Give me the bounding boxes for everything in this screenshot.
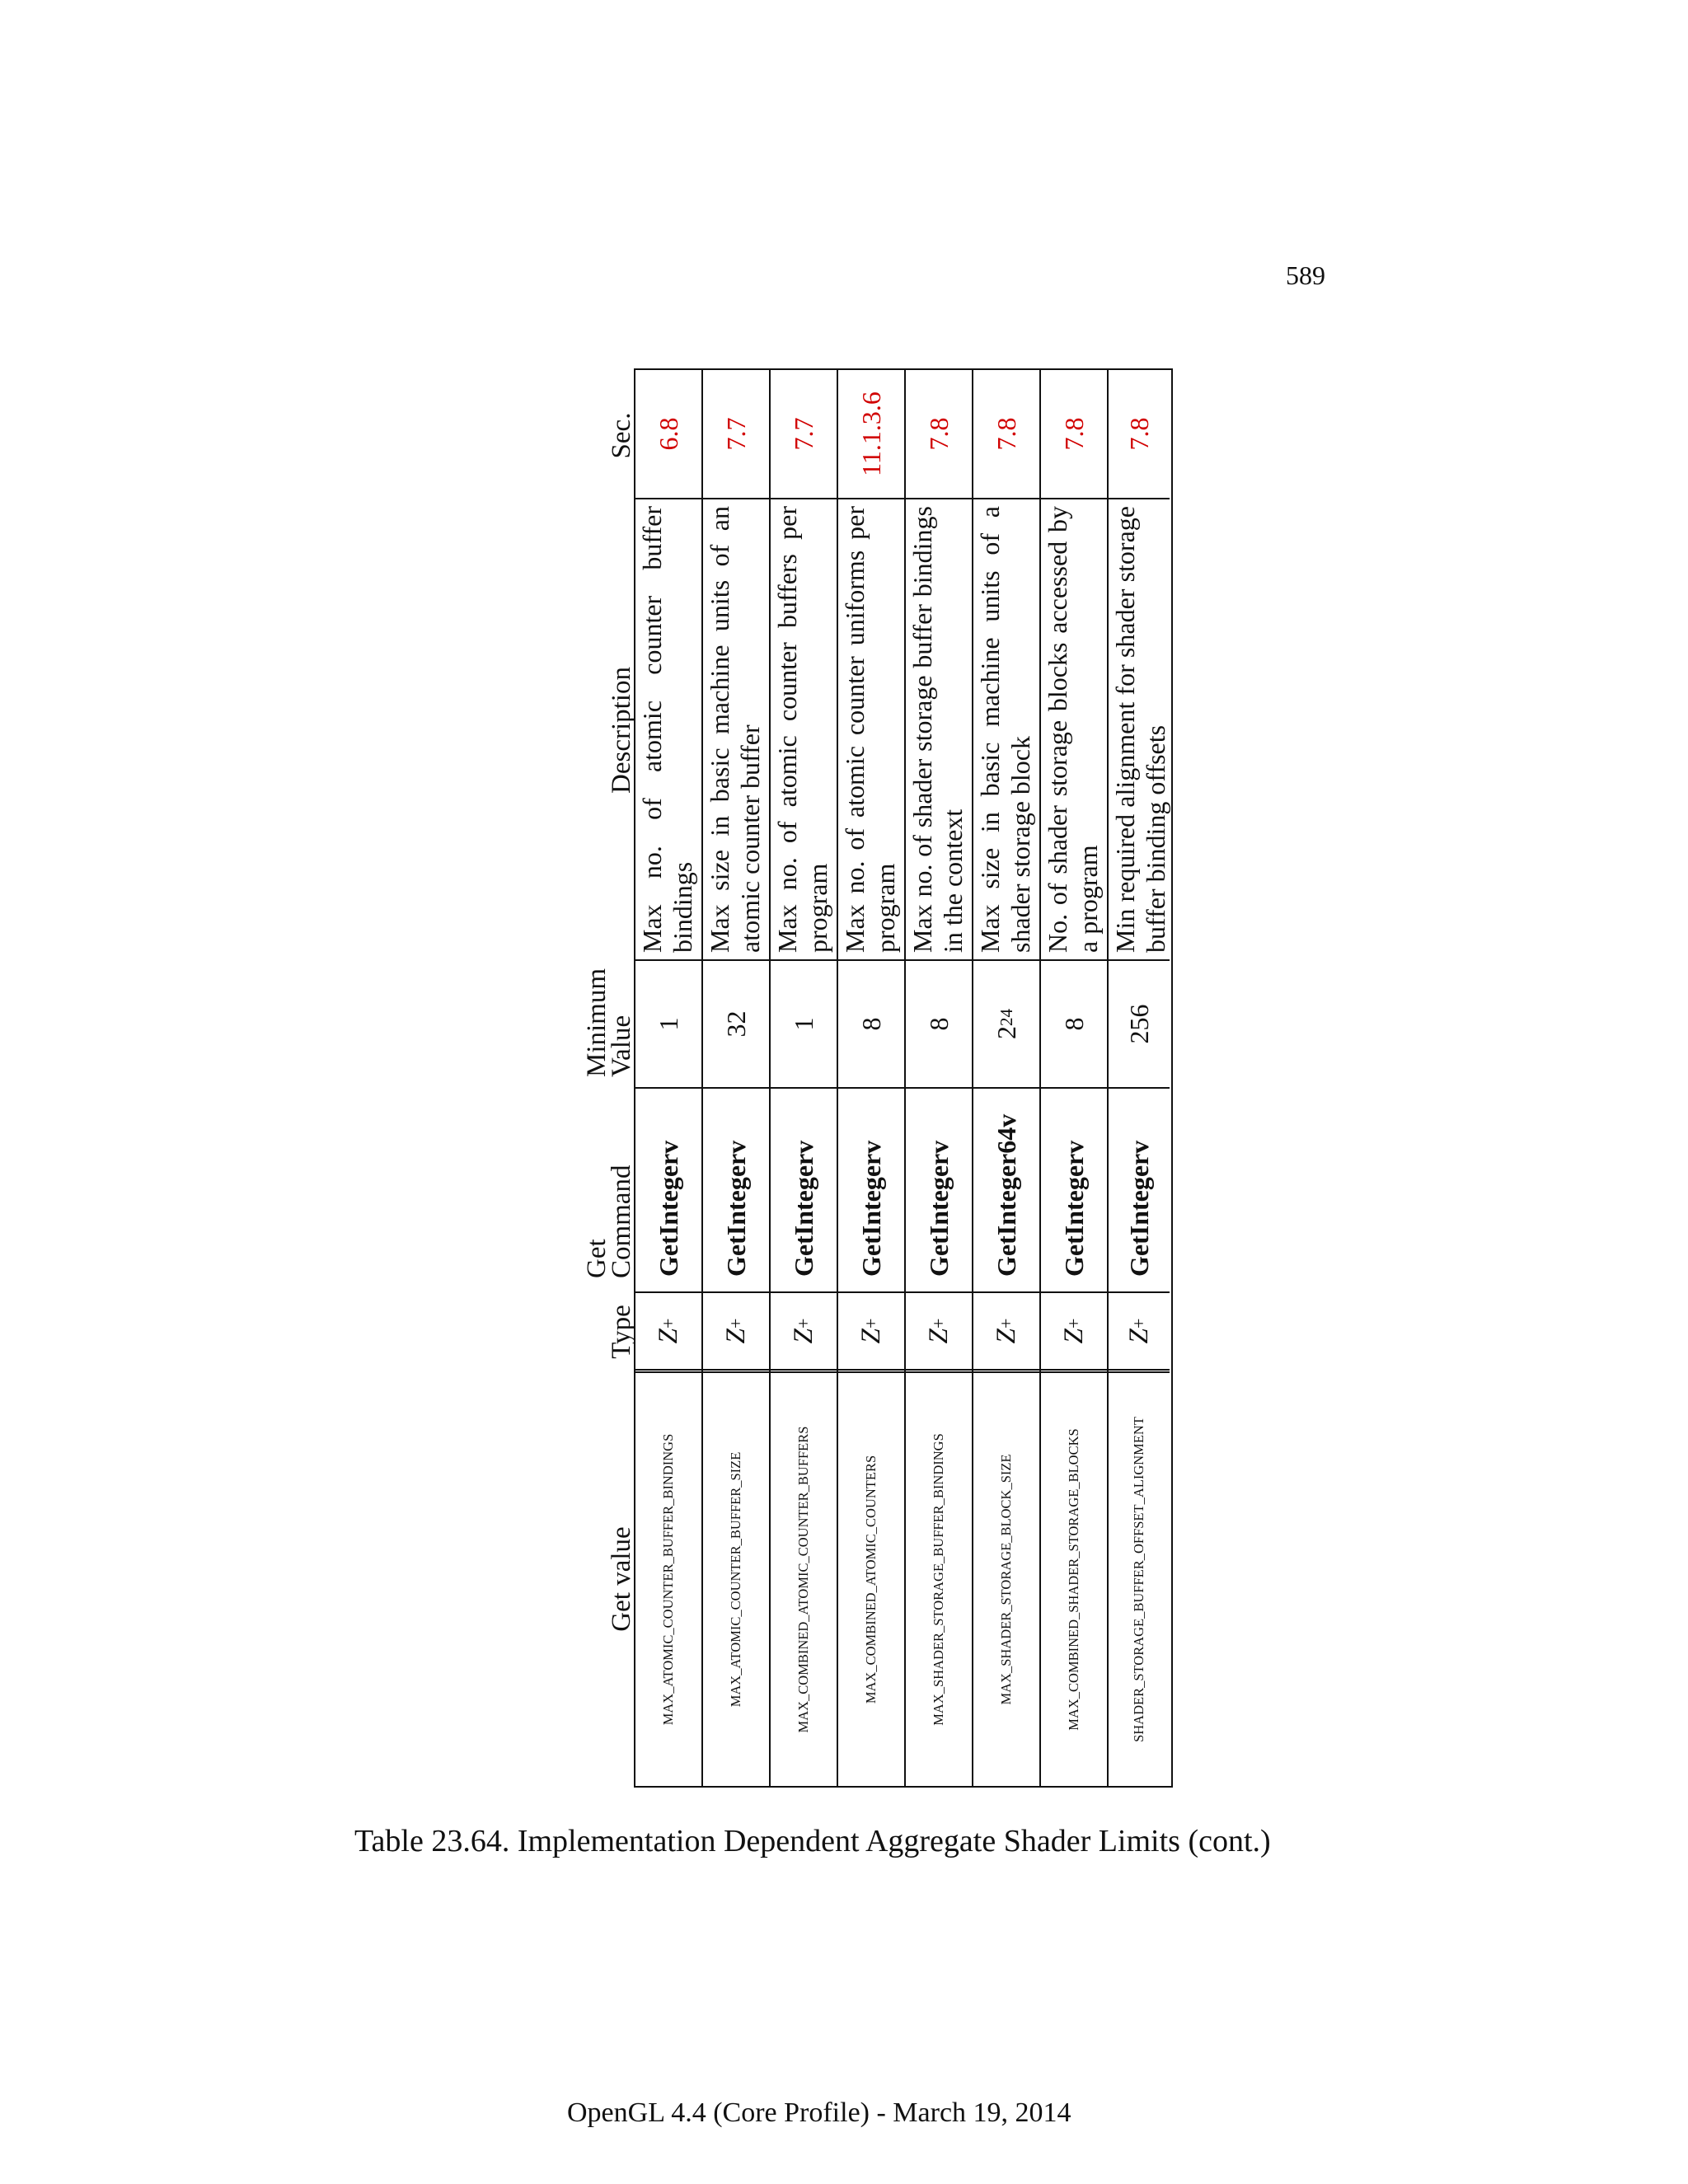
description-cell: Max no. of atomic counter uniforms per program	[838, 498, 904, 959]
type-sup: +	[793, 1318, 814, 1329]
command-cell: GetIntegerv	[635, 1087, 701, 1291]
type-cell	[838, 1291, 904, 1369]
command-cell: GetInteger64v	[973, 1087, 1039, 1291]
command-cell: GetIntegerv	[1041, 1087, 1107, 1291]
header-get-command-line2: Command	[607, 1165, 636, 1278]
header-minimum-value	[584, 961, 634, 1077]
section-link[interactable]: 7.7	[788, 417, 818, 451]
command-cell: GetIntegerv	[838, 1087, 904, 1291]
type-cell	[703, 1291, 769, 1369]
header-minimum-value-line1: Minimum	[582, 968, 612, 1077]
minimum-value-cell	[771, 959, 837, 1087]
type-sup: +	[658, 1318, 678, 1329]
section-link[interactable]: 11.1.3.6	[856, 391, 886, 476]
get-value-cell: MAX_COMBINED_ATOMIC_COUNTERS	[838, 1369, 904, 1786]
section-link[interactable]: 7.8	[923, 417, 954, 451]
type-base: Z	[1123, 1329, 1154, 1344]
header-description: Description	[607, 667, 636, 794]
minimum-value-cell	[635, 959, 701, 1087]
type-base: Z	[720, 1329, 751, 1344]
section-link[interactable]: 7.8	[1058, 417, 1089, 451]
min-base: 256	[1123, 1004, 1154, 1044]
min-base: 32	[720, 1010, 751, 1038]
minimum-value-cell	[1041, 959, 1107, 1087]
get-value-cell: MAX_SHADER_STORAGE_BUFFER_BINDINGS	[906, 1369, 972, 1786]
get-value-cell: SHADER_STORAGE_BUFFER_OFFSET_ALIGNMENT	[1109, 1369, 1170, 1786]
type-sup: +	[725, 1318, 746, 1329]
table-body	[634, 368, 1173, 1788]
type-sup: +	[996, 1318, 1016, 1329]
type-base: Z	[856, 1329, 886, 1344]
type-cell	[1041, 1291, 1107, 1369]
description-cell: No. of shader storage blocks accessed by a program	[1041, 498, 1107, 959]
table-row	[838, 370, 906, 1786]
type-cell	[973, 1291, 1039, 1369]
get-value-cell: MAX_ATOMIC_COUNTER_BUFFER_SIZE	[703, 1369, 769, 1786]
type-sup: +	[1063, 1318, 1084, 1329]
header-sec: Sec.	[607, 412, 636, 459]
section-link[interactable]: 7.8	[1123, 417, 1154, 451]
min-base: 2	[991, 1026, 1021, 1039]
type-base: Z	[923, 1329, 954, 1344]
min-base: 1	[653, 1017, 683, 1031]
table-row	[1109, 370, 1170, 1786]
description-cell: Max size in basic machine units of a shader storage block	[973, 498, 1039, 959]
header-get-command	[584, 1089, 634, 1278]
description-cell: Max no. of shader storage buffer bindings in the context	[906, 498, 972, 959]
type-cell	[635, 1291, 701, 1369]
min-base: 8	[1058, 1017, 1089, 1031]
section-link[interactable]: 7.8	[991, 417, 1021, 451]
command-cell: GetIntegerv	[703, 1087, 769, 1291]
header-get-command-line1: Get	[582, 1239, 612, 1278]
table-row	[906, 370, 973, 1786]
description-cell: Max size in basic machine units of an atomic counter buffer	[703, 498, 769, 959]
description-cell: Max no. of atomic counter buffer bindings	[635, 498, 701, 959]
minimum-value-cell	[1109, 959, 1170, 1087]
description-cell: Min required alignment for shader storage buffer binding offsets	[1109, 498, 1170, 959]
table-row	[1041, 370, 1109, 1786]
minimum-value-cell	[973, 959, 1039, 1087]
header-minimum-value-line2: Value	[607, 1015, 636, 1077]
page-number: 589	[1286, 260, 1325, 290]
minimum-value-cell	[703, 959, 769, 1087]
limits-table	[572, 368, 1174, 1788]
type-cell	[906, 1291, 972, 1369]
table-caption: Table 23.64. Implementation Dependent Aggregate Shader Limits (cont.)	[354, 1824, 1271, 1858]
type-sup: +	[860, 1318, 881, 1329]
min-sup: 24	[996, 1009, 1016, 1026]
table-row	[973, 370, 1041, 1786]
description-cell: Max no. of atomic counter buffers per program	[771, 498, 837, 959]
page-footer: OpenGL 4.4 (Core Profile) - March 19, 2014	[567, 2097, 1071, 2128]
get-value-cell: MAX_SHADER_STORAGE_BLOCK_SIZE	[973, 1369, 1039, 1786]
min-base: 8	[856, 1017, 886, 1031]
type-base: Z	[1058, 1329, 1089, 1344]
type-sup: +	[1128, 1318, 1149, 1329]
section-link[interactable]: 6.8	[653, 417, 683, 451]
table-header	[572, 368, 634, 1788]
type-sup: +	[928, 1318, 949, 1329]
type-cell	[771, 1291, 837, 1369]
command-cell: GetIntegerv	[1109, 1087, 1170, 1291]
header-type: Type	[607, 1305, 636, 1359]
min-base: 8	[923, 1017, 954, 1031]
minimum-value-cell	[906, 959, 972, 1087]
get-value-cell: MAX_ATOMIC_COUNTER_BUFFER_BINDINGS	[635, 1369, 701, 1786]
table-row	[703, 370, 771, 1786]
table-row	[635, 370, 703, 1786]
type-base: Z	[788, 1329, 818, 1344]
command-cell: GetIntegerv	[906, 1087, 972, 1291]
type-cell	[1109, 1291, 1170, 1369]
get-value-cell: MAX_COMBINED_ATOMIC_COUNTER_BUFFERS	[771, 1369, 837, 1786]
type-base: Z	[991, 1329, 1021, 1344]
min-base: 1	[788, 1017, 818, 1031]
section-link[interactable]: 7.7	[720, 417, 751, 451]
header-get-value: Get value	[607, 1526, 636, 1632]
minimum-value-cell	[838, 959, 904, 1087]
get-value-cell: MAX_COMBINED_SHADER_STORAGE_BLOCKS	[1041, 1369, 1107, 1786]
command-cell: GetIntegerv	[771, 1087, 837, 1291]
type-base: Z	[653, 1329, 683, 1344]
table-row	[771, 370, 838, 1786]
